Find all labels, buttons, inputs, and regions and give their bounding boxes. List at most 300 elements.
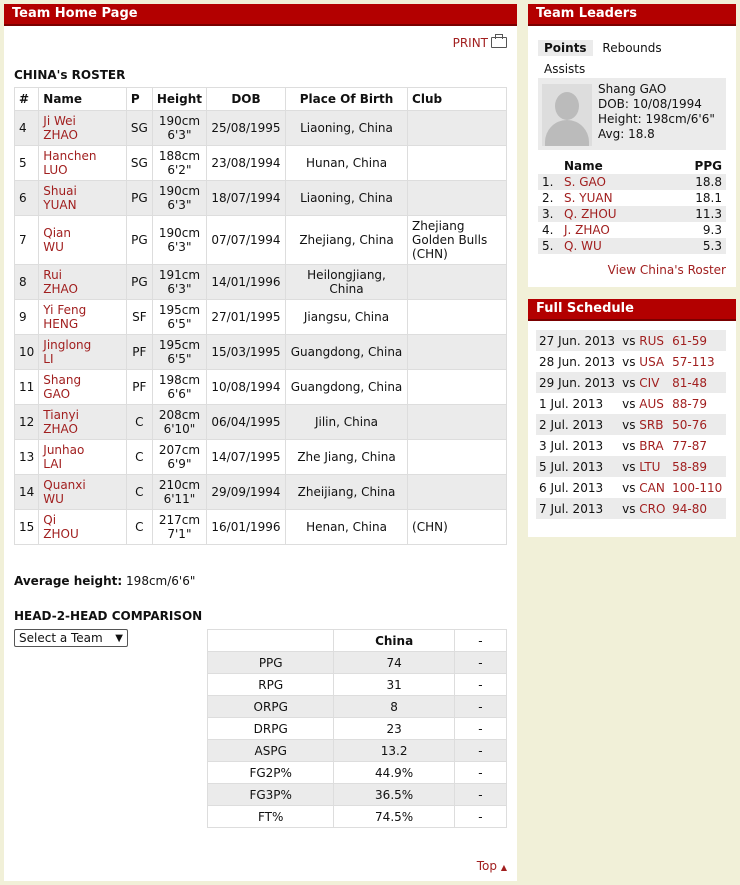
table-row [15, 440, 507, 475]
player-club [408, 370, 507, 405]
player-last-name: LAI [43, 457, 62, 471]
h2h-stat-label: RPG [208, 674, 334, 696]
player-link[interactable] [43, 149, 96, 177]
player-last-name: ZHAO [43, 282, 78, 296]
player-height-cm: 190cm [158, 114, 201, 128]
player-dob: 07/07/1994 [207, 216, 286, 265]
table-row [208, 806, 507, 828]
player-height-ft: 6'5" [167, 317, 192, 331]
game-date: 2 Jul. 2013 [536, 414, 619, 435]
game-score-link[interactable]: 77-87 [672, 438, 707, 453]
game-date: 7 Jul. 2013 [536, 498, 619, 519]
game-opponent-cell [619, 330, 669, 351]
player-name-cell [39, 300, 127, 335]
player-last-name: HENG [43, 317, 79, 331]
h2h-stat-label: FG3P% [208, 784, 334, 806]
h2h-team-value: 23 [334, 718, 454, 740]
player-position: C [126, 475, 152, 510]
player-height [152, 181, 206, 216]
h2h-stat-label: PPG [208, 652, 334, 674]
featured-avg: Avg: 18.8 [598, 127, 655, 141]
player-height-cm: 210cm [158, 478, 201, 492]
table-row [208, 762, 507, 784]
game-vs: vs [622, 501, 636, 516]
printer-icon [491, 37, 507, 48]
h2h-header-team: China [334, 630, 454, 652]
game-opponent-link[interactable]: USA [639, 354, 665, 369]
player-first-name: Shang [43, 373, 82, 387]
roster-header-cell: Height [152, 88, 206, 111]
leader-name-cell [560, 238, 670, 254]
table-row [15, 370, 507, 405]
player-height-cm: 191cm [158, 268, 201, 282]
leader-ppg: 9.3 [702, 223, 722, 237]
player-number: 4 [15, 111, 39, 146]
player-height-ft: 6'3" [167, 198, 192, 212]
h2h-team-value: 44.9% [334, 762, 454, 784]
player-first-name: Ji Wei [43, 114, 76, 128]
player-height-ft: 6'9" [167, 457, 192, 471]
roster-header-cell: DOB [207, 88, 286, 111]
h2h-table [207, 629, 507, 828]
player-last-name: ZHOU [43, 527, 79, 541]
leader-rank: 1. [538, 174, 560, 190]
game-score-cell [669, 372, 726, 393]
h2h-stat-label: ASPG [208, 740, 334, 762]
game-date: 28 Jun. 2013 [539, 354, 616, 369]
player-height-cm: 190cm [158, 226, 201, 240]
leader-link[interactable]: Q. WU [564, 239, 602, 253]
player-link[interactable] [43, 408, 79, 436]
h2h-title: HEAD-2-HEAD COMPARISON [14, 609, 203, 623]
arrow-up-icon: ▲ [500, 863, 507, 872]
h2h-team-value: 31 [334, 674, 454, 696]
table-row [208, 696, 507, 718]
player-number: 6 [15, 181, 39, 216]
player-link[interactable] [43, 184, 77, 212]
list-item [538, 206, 726, 222]
player-position: C [126, 440, 152, 475]
player-first-name: Rui [43, 268, 63, 282]
schedule-row [536, 414, 726, 435]
leader-link[interactable]: Q. ZHOU [564, 207, 617, 221]
game-opponent-link[interactable]: LTU [639, 459, 661, 474]
player-height-cm: 208cm [158, 408, 201, 422]
player-name-cell [39, 335, 127, 370]
player-first-name: Hanchen [43, 149, 97, 163]
player-birthplace: Zhe Jiang, China [285, 440, 407, 475]
player-first-name: Junhao [43, 443, 85, 457]
player-club: Zhejiang Golden Bulls (CHN) [408, 216, 507, 265]
h2h-team-value: 74 [334, 652, 454, 674]
game-vs: vs [622, 438, 636, 453]
game-date: 29 Jun. 2013 [536, 372, 619, 393]
table-row [15, 216, 507, 265]
player-last-name: LUO [43, 163, 68, 177]
game-opponent-link[interactable]: RUS [639, 333, 665, 348]
leader-rank: 4. [542, 223, 554, 237]
player-number: 5 [15, 146, 39, 181]
game-opponent-cell [619, 393, 669, 414]
player-link[interactable] [43, 268, 78, 296]
roster-header-cell: Place Of Birth [285, 88, 407, 111]
game-vs: vs [622, 459, 636, 474]
player-number: 8 [15, 265, 39, 300]
schedule-row [536, 330, 726, 351]
table-row [15, 181, 507, 216]
list-item [538, 190, 726, 206]
table-row [208, 740, 507, 762]
player-height-cm: 195cm [158, 338, 201, 352]
game-score-link[interactable]: 57-113 [672, 354, 715, 369]
h2h-opponent-value: - [454, 652, 506, 674]
game-opponent-cell [619, 372, 669, 393]
top-label: Top [476, 859, 498, 873]
roster-header-cell: # [15, 88, 39, 111]
player-height [152, 510, 206, 545]
table-row [15, 111, 507, 146]
player-height [152, 111, 206, 146]
game-opponent-cell [619, 414, 669, 435]
tab-points[interactable]: Points [538, 40, 593, 56]
player-last-name: WU [43, 240, 64, 254]
leader-link[interactable]: S. YUAN [564, 191, 613, 205]
player-dob: 29/09/1994 [207, 475, 286, 510]
player-link[interactable] [43, 513, 78, 541]
player-height-ft: 6'11" [163, 492, 196, 506]
schedule-row [536, 456, 726, 477]
leader-name-cell [560, 174, 670, 190]
h2h-stat-label: FT% [208, 806, 334, 828]
table-row [15, 300, 507, 335]
game-opponent-link[interactable]: SRB [639, 417, 664, 432]
game-score-cell [669, 393, 726, 414]
player-first-name: Yi Feng [43, 303, 87, 317]
player-height-ft: 6'3" [167, 128, 192, 142]
player-position: SG [126, 146, 152, 181]
player-club: (CHN) [408, 510, 507, 545]
player-first-name: Qian [43, 226, 72, 240]
h2h-stat-label: ORPG [208, 696, 334, 718]
list-item [538, 222, 726, 238]
leader-name-cell [560, 206, 670, 222]
player-height [152, 265, 206, 300]
player-last-name: LI [43, 352, 54, 366]
featured-name: Shang GAO [598, 82, 667, 96]
player-first-name: Quanxi [43, 478, 86, 492]
player-first-name: Qi [43, 513, 57, 527]
leader-rank: 3. [538, 206, 560, 222]
game-opponent-cell [619, 351, 669, 372]
player-height-ft: 6'3" [167, 240, 192, 254]
player-link[interactable] [43, 443, 84, 471]
player-position: C [126, 405, 152, 440]
player-height-ft: 6'3" [167, 282, 192, 296]
roster-header-cell: P [126, 88, 152, 111]
game-score-link[interactable]: 50-76 [672, 417, 707, 432]
player-dob: 15/03/1995 [207, 335, 286, 370]
player-dob: 14/01/1996 [207, 265, 286, 300]
game-opponent-cell [619, 498, 669, 519]
view-roster-link[interactable]: View China's Roster [607, 263, 726, 277]
game-opponent-link[interactable]: CIV [639, 375, 660, 390]
h2h-opponent-value: - [454, 740, 506, 762]
leader-link[interactable]: S. GAO [564, 175, 606, 189]
game-opponent-cell [619, 456, 669, 477]
leader-ppg: 5.3 [670, 238, 726, 254]
print-link[interactable] [453, 36, 507, 50]
h2h-opponent-value: - [454, 718, 506, 740]
player-dob: 06/04/1995 [207, 405, 286, 440]
schedule-row [536, 351, 726, 372]
game-vs: vs [622, 480, 636, 495]
player-link[interactable] [43, 338, 91, 366]
schedule-table [536, 330, 726, 519]
player-last-name: ZHAO [43, 128, 78, 142]
player-position: SG [126, 111, 152, 146]
featured-player [538, 78, 726, 150]
player-name-cell [39, 146, 127, 181]
schedule-row [536, 393, 726, 414]
player-link[interactable] [43, 114, 78, 142]
player-height-cm: 217cm [158, 513, 201, 527]
player-dob: 18/07/1994 [207, 181, 286, 216]
player-height-ft: 7'1" [167, 527, 192, 541]
leader-ppg: 18.1 [695, 191, 722, 205]
h2h-opponent-value: - [454, 674, 506, 696]
player-link[interactable] [43, 373, 81, 401]
player-club [408, 265, 507, 300]
game-score-link[interactable]: 81-48 [672, 375, 707, 390]
player-height [152, 405, 206, 440]
player-link[interactable] [43, 478, 85, 506]
game-opponent-link[interactable]: AUS [639, 396, 664, 411]
player-height [152, 440, 206, 475]
player-club [408, 181, 507, 216]
leaders-table [538, 158, 726, 254]
leaders-header-ppg: PPG [694, 159, 722, 173]
game-score-cell [669, 456, 726, 477]
game-vs: vs [622, 396, 636, 411]
leaders-header-name: Name [564, 159, 603, 173]
h2h-team-value: 74.5% [334, 806, 454, 828]
player-position: PF [126, 335, 152, 370]
player-number: 12 [15, 405, 39, 440]
player-height-cm: 190cm [158, 184, 201, 198]
player-dob: 25/08/1995 [207, 111, 286, 146]
schedule-row [536, 372, 726, 393]
game-score-cell [669, 435, 726, 456]
player-last-name: GAO [43, 387, 71, 401]
h2h-team-value: 36.5% [334, 784, 454, 806]
player-height [152, 146, 206, 181]
player-birthplace: Guangdong, China [285, 335, 407, 370]
player-position: PF [126, 370, 152, 405]
team-home-panel [4, 4, 517, 881]
player-number: 14 [15, 475, 39, 510]
game-vs: vs [622, 333, 636, 348]
team-select-value: Select a Team [19, 631, 103, 645]
table-row [208, 718, 507, 740]
featured-height: Height: 198cm/6'6" [598, 112, 715, 126]
player-birthplace: Liaoning, China [285, 111, 407, 146]
player-height [152, 475, 206, 510]
player-last-name: ZHAO [43, 422, 78, 436]
player-club [408, 475, 507, 510]
h2h-stat-label: DRPG [208, 718, 334, 740]
player-birthplace: Liaoning, China [285, 181, 407, 216]
game-score-cell [669, 477, 726, 498]
list-item [538, 238, 726, 254]
player-birthplace: Henan, China [285, 510, 407, 545]
top-link[interactable] [477, 859, 507, 873]
player-height-cm: 198cm [158, 373, 201, 387]
player-name-cell [39, 111, 127, 146]
print-label: PRINT [452, 36, 488, 50]
game-vs: vs [622, 354, 636, 369]
h2h-header-opponent: - [454, 630, 506, 652]
player-dob: 23/08/1994 [207, 146, 286, 181]
player-link[interactable] [43, 303, 86, 331]
player-height-cm: 188cm [158, 149, 201, 163]
game-score-link[interactable]: 61-59 [672, 333, 707, 348]
player-name-cell [39, 440, 127, 475]
player-birthplace: Zhejiang, China [285, 216, 407, 265]
game-opponent-link[interactable]: CAN [639, 480, 665, 495]
player-name-cell [39, 216, 127, 265]
player-last-name: WU [43, 492, 64, 506]
game-opponent-link[interactable]: CRO [639, 501, 666, 516]
player-last-name: YUAN [43, 198, 77, 212]
player-club [408, 111, 507, 146]
h2h-stat-label: FG2P% [208, 762, 334, 784]
h2h-opponent-value: - [454, 762, 506, 784]
game-date: 27 Jun. 2013 [536, 330, 619, 351]
player-dob: 10/08/1994 [207, 370, 286, 405]
player-name-cell [39, 181, 127, 216]
player-first-name: Jinglong [43, 338, 92, 352]
player-birthplace: Hunan, China [285, 146, 407, 181]
player-height-ft: 6'6" [167, 387, 192, 401]
player-dob: 14/07/1995 [207, 440, 286, 475]
avatar [542, 84, 592, 146]
game-score-cell [669, 351, 726, 372]
player-birthplace: Guangdong, China [285, 370, 407, 405]
list-item [538, 174, 726, 190]
leader-name-cell [560, 190, 670, 206]
player-height-ft: 6'2" [167, 163, 192, 177]
player-number: 15 [15, 510, 39, 545]
leaders-title: Team Leaders [528, 4, 736, 26]
roster-table [14, 87, 507, 545]
leader-ppg: 18.8 [670, 174, 726, 190]
schedule-row [536, 435, 726, 456]
table-row [15, 510, 507, 545]
schedule-title: Full Schedule [528, 299, 736, 321]
team-select[interactable] [14, 629, 128, 647]
player-birthplace: Zheijiang, China [285, 475, 407, 510]
h2h-team-value: 8 [334, 696, 454, 718]
player-club [408, 405, 507, 440]
average-height-value: 198cm/6'6" [126, 574, 196, 588]
leaders-header-rank [538, 158, 560, 174]
player-name-cell [39, 405, 127, 440]
player-position: SF [126, 300, 152, 335]
player-position: C [126, 510, 152, 545]
average-height [14, 574, 195, 588]
player-height [152, 216, 206, 265]
player-club [408, 146, 507, 181]
player-height [152, 300, 206, 335]
h2h-opponent-value: - [454, 806, 506, 828]
player-name-cell [39, 510, 127, 545]
player-position: PG [126, 216, 152, 265]
panel-title: Team Home Page [4, 4, 517, 26]
game-vs: vs [622, 375, 636, 390]
player-height-cm: 195cm [158, 303, 201, 317]
player-club [408, 300, 507, 335]
table-row [15, 265, 507, 300]
tab-assists[interactable]: Assists [544, 62, 586, 76]
player-link[interactable] [43, 226, 71, 254]
player-first-name: Shuai [43, 184, 77, 198]
h2h-opponent-value: - [454, 696, 506, 718]
h2h-team-value: 13.2 [334, 740, 454, 762]
leader-link[interactable]: J. ZHAO [564, 223, 610, 237]
player-number: 11 [15, 370, 39, 405]
game-date: 6 Jul. 2013 [539, 480, 604, 495]
player-number: 10 [15, 335, 39, 370]
player-position: PG [126, 181, 152, 216]
roster-header-row [15, 88, 507, 111]
roster-header-cell: Club [408, 88, 507, 111]
player-height [152, 335, 206, 370]
player-first-name: Tianyi [43, 408, 79, 422]
game-opponent-cell [619, 435, 669, 456]
player-birthplace: Jilin, China [285, 405, 407, 440]
player-number: 9 [15, 300, 39, 335]
schedule-row [536, 498, 726, 519]
tab-rebounds[interactable]: Rebounds [602, 41, 662, 55]
h2h-opponent-value: - [454, 784, 506, 806]
featured-dob: DOB: 10/08/1994 [598, 97, 702, 111]
chevron-down-icon: ▼ [115, 633, 123, 644]
player-height-ft: 6'10" [163, 422, 196, 436]
player-number: 13 [15, 440, 39, 475]
game-score-cell [669, 498, 726, 519]
average-height-label: Average height: [14, 574, 123, 588]
table-row [15, 475, 507, 510]
table-row [208, 674, 507, 696]
game-score-cell [669, 414, 726, 435]
game-score-link[interactable]: 100-110 [672, 480, 723, 495]
roster-title: CHINA's ROSTER [14, 68, 126, 82]
game-score-link[interactable]: 88-79 [672, 396, 707, 411]
game-opponent-cell [619, 477, 669, 498]
leader-rank: 5. [538, 238, 560, 254]
player-name-cell [39, 370, 127, 405]
player-height-cm: 207cm [158, 443, 201, 457]
player-number: 7 [15, 216, 39, 265]
leader-rank: 2. [542, 191, 554, 205]
game-opponent-link[interactable]: BRA [639, 438, 664, 453]
table-row [15, 335, 507, 370]
player-dob: 16/01/1996 [207, 510, 286, 545]
player-name-cell [39, 475, 127, 510]
game-score-link[interactable]: 94-80 [672, 501, 707, 516]
game-date: 5 Jul. 2013 [536, 456, 619, 477]
game-score-link[interactable]: 58-89 [672, 459, 707, 474]
